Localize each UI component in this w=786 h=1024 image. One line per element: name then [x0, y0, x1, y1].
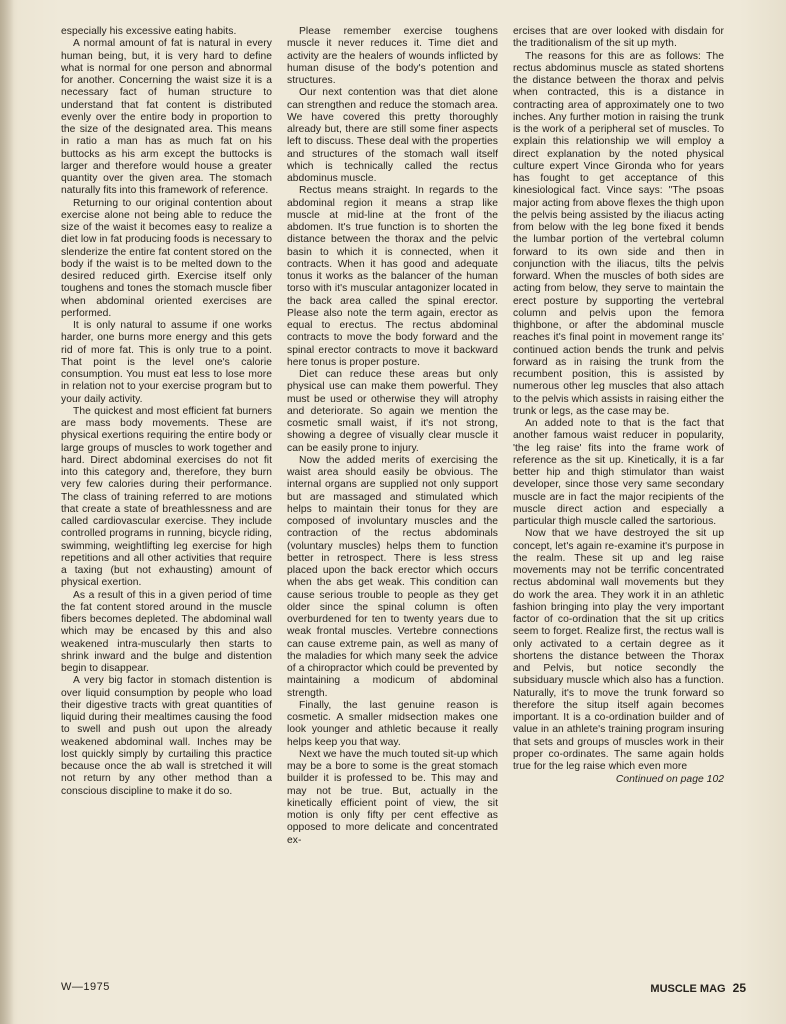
- paragraph: ercises that are over looked with disdain for the traditionalism of the sit up myth.: [513, 26, 724, 50]
- page-number: 25: [732, 981, 746, 995]
- paragraph: Please remember exercise toughens muscle it never reduces it. Time diet and activity are the healers of wounds inflicted by human disuse of the body's potention and structures.: [287, 26, 498, 86]
- text-column-right: [513, 26, 724, 787]
- paragraph: Returning to our original contention about exercise alone not being able to reduce the size of the waist it becomes easy to realize a diet low in fat producing foods is necessary to slenderize the entire fat content stored on the body if the waist is to be melted down to the desired reduced girth. Exercise itself only toughens and tones the stomach muscle fiber when abdominal oriented exercises are performed.: [61, 197, 272, 319]
- paragraph: The quickest and most efficient fat burners are mass body movements. These are physical exertions requiring the entire body or large groups of muscles to work together and hard. Direct abdominal exercises do not fit into this category and, therefore, they burn very few calories during their performance. The class of training referred to are motions that create a state of breathlessness and are called cardiovascular exercise. They include controlled programs in running, bicycle riding, swimming, weightlifting leg exercise for high repetitions and all other activities that require a taxing (but not exhausting) amount of physical exertion.: [61, 405, 272, 589]
- paragraph: Diet can reduce these areas but only physical use can make them powerful. They must be used or otherwise they will atrophy and deteriorate. So again we mention the cosmetic small waist, if it's not strong, showing a degree of visually clear muscle it can be easily prone to injury.: [287, 369, 498, 454]
- issue-date: W—1975: [61, 981, 110, 993]
- paragraph: As a result of this in a given period of time the fat content stored around in the muscle fibers becomes depleted. The abdominal wall which may be encased by this and also weakened intra-muscularly then starts to shrink inward and the bulge and distention begin to disappear.: [61, 589, 272, 674]
- paragraph: Rectus means straight. In regards to the abdominal region it means a strap like muscle at mid-line at the front of the abdomen. It's true function is to shorten the distance between the thorax and the pelvic basin to which it is connected, when it contracts. When it has good and adequate tonus it works as the balancer of the human torso with it's muscular antagonizer located in the back area called the spinal erector. Please also note the term again, erector as equal to erectus. The rectus abdominal contracts to move the body forward and the spinal erector contracts to move it backward here tonus is proper posture.: [287, 185, 498, 368]
- paragraph: A normal amount of fat is natural in every human being, but, it is very hard to define what is normal for one person and abnormal for another. Concerning the waist size it is a necessary fact of human structure to understand that fat content is distributed evenly over the entire body in proportion to the size of the designated area. This means in ratio a man has as much fat on his buttocks as his arm except the buttocks is larger and therefore would house a greater quantity over the given area. The stomach naturally fits into this framework of reference.: [61, 38, 272, 197]
- page-footer: [650, 981, 746, 995]
- paragraph: A very big factor in stomach distention is over liquid consumption by people who load their digestive tracts with great quantities of liquid during their mealtimes causing the food to swell and push out upon the already weakened abdominal wall. Inches may be lost quickly simply by curtailing this practice because once the ab wall is stretched it will not return by any other method than a conscious discipline to make it do so.: [61, 675, 272, 797]
- paragraph: The reasons for this are as follows: The rectus abdominus muscle as stated shortens the distance between the thorax and pelvis when contracted, this is a distance in contracting area of approximately one to two inches. Any further motion in raising the trunk is the work of a peripheral set of muscles. To explain this relationship we will employ a direct explanation by the noted physical culture expert Vince Gironda who for years has fought to get acceptance of this kinesiological fact. Vince says: "The psoas major acting from above flexes the thigh upon the pelvis being assisted by the iliacus acting from below with the leg bone fixed it bends the lumbar portion of the vertebral column forward to its own side and then in conjunction with the iliacus, tilts the pelvis forward. When the muscles of both sides are acting from below, they serve to maintain the erect posture by supporting the vertebral column and pelvis upon the femora thighbone, or after the abdominal muscle reaches it's final point in movement range its' continued action bends the trunk and pelvis forward as in raising the trunk from the recumbent position, this is assisted by numerous other leg muscles that also attach to the pelvis which assists in raising either the trunk or legs, as the case may be.: [513, 50, 724, 417]
- paragraph: Finally, the last genuine reason is cosmetic. A smaller midsection makes one look younger and athletic because it really helps keep you that way.: [287, 699, 498, 748]
- text-column-middle: [287, 26, 498, 847]
- paragraph: Now that we have destroyed the sit up concept, let's again re-examine it's purpose in the realm. These sit up and leg raise movements may not be terrific concentrated rectus abdominal wall movements but they do work the area. They work it in an athletic fashion bringing into play the very important factor of co-ordination that the sit up critics seem to forget. Realize first, the rectus wall is only activated to a certain degree as it shortens the distance between the Thorax and Pelvis, but notice secondly the subsiduary muscle which also has a function. Naturally, it's to move the trunk forward so therefore the situp itself again becomes important. It is a co-ordination builder and of value in an athlete's training program insuring that sets and groups of muscles work in their proper co-ordinates. The same again holds true for the leg raise which even more: [513, 528, 724, 772]
- paragraph: Next we have the much touted sit-up which may be a bore to some is the great stomach builder it is professed to be. This may and may not be true. But, actually in the kinetically efficient point of view, the sit motion is only fifty per cent effective as opposed to more delicate and concentrated ex-: [287, 748, 498, 846]
- paragraph: Our next contention was that diet alone can strengthen and reduce the stomach area. We have covered this pretty thoroughly already but, there are still some finer aspects left to discuss. These deal with the properties and structures of the stomach wall itself which is technically called the rectus abdominus muscle.: [287, 87, 498, 184]
- paragraph: especially his excessive eating habits.: [61, 26, 237, 37]
- paragraph: Now the added merits of exercising the waist area should easily be obvious. The internal organs are supplied not only support but are massaged and stimulated which helps to maintain their tonus for they are composed of involuntary muscles and the contraction of the rectus abdominals (voluntary muscles) helps them to function better in retrospect. There is less stress placed upon the back erector which occurs when the abs get weak. This condition can cause serious trouble to people as they get older since the spinal column is often overburdened for ten to twenty years due to weak frontal muscles. Vertebre connections can cause extreme pain, as well as many of the maladies for which many seek the advice of a chiropractor which could be prevented by maintaining a modicum of abdominal strength.: [287, 454, 498, 699]
- magazine-name: MUSCLE MAG: [650, 983, 726, 995]
- text-column-left: [61, 26, 272, 798]
- continued-note: Continued on page 102: [615, 774, 724, 786]
- page-gutter-shadow: [0, 0, 14, 1024]
- paragraph: An added note to that is the fact that another famous waist reducer in popularity, 'the leg raise' fits into the frame work of reference as the sit up. Kinetically, it is a far better hip and thigh stimulator than waist developer, since those very same secondary muscle are in fact the major recipients of the muscle direct action and especially a particular thigh muscle called the sartorious.: [513, 418, 724, 527]
- paragraph: It is only natural to assume if one works harder, one burns more energy and this gets rid of more fat. This is only true to a point. That point is the level one's calorie consumption. You must eat less to lose more in relation not to your exercise program but to your daily activity.: [61, 320, 272, 405]
